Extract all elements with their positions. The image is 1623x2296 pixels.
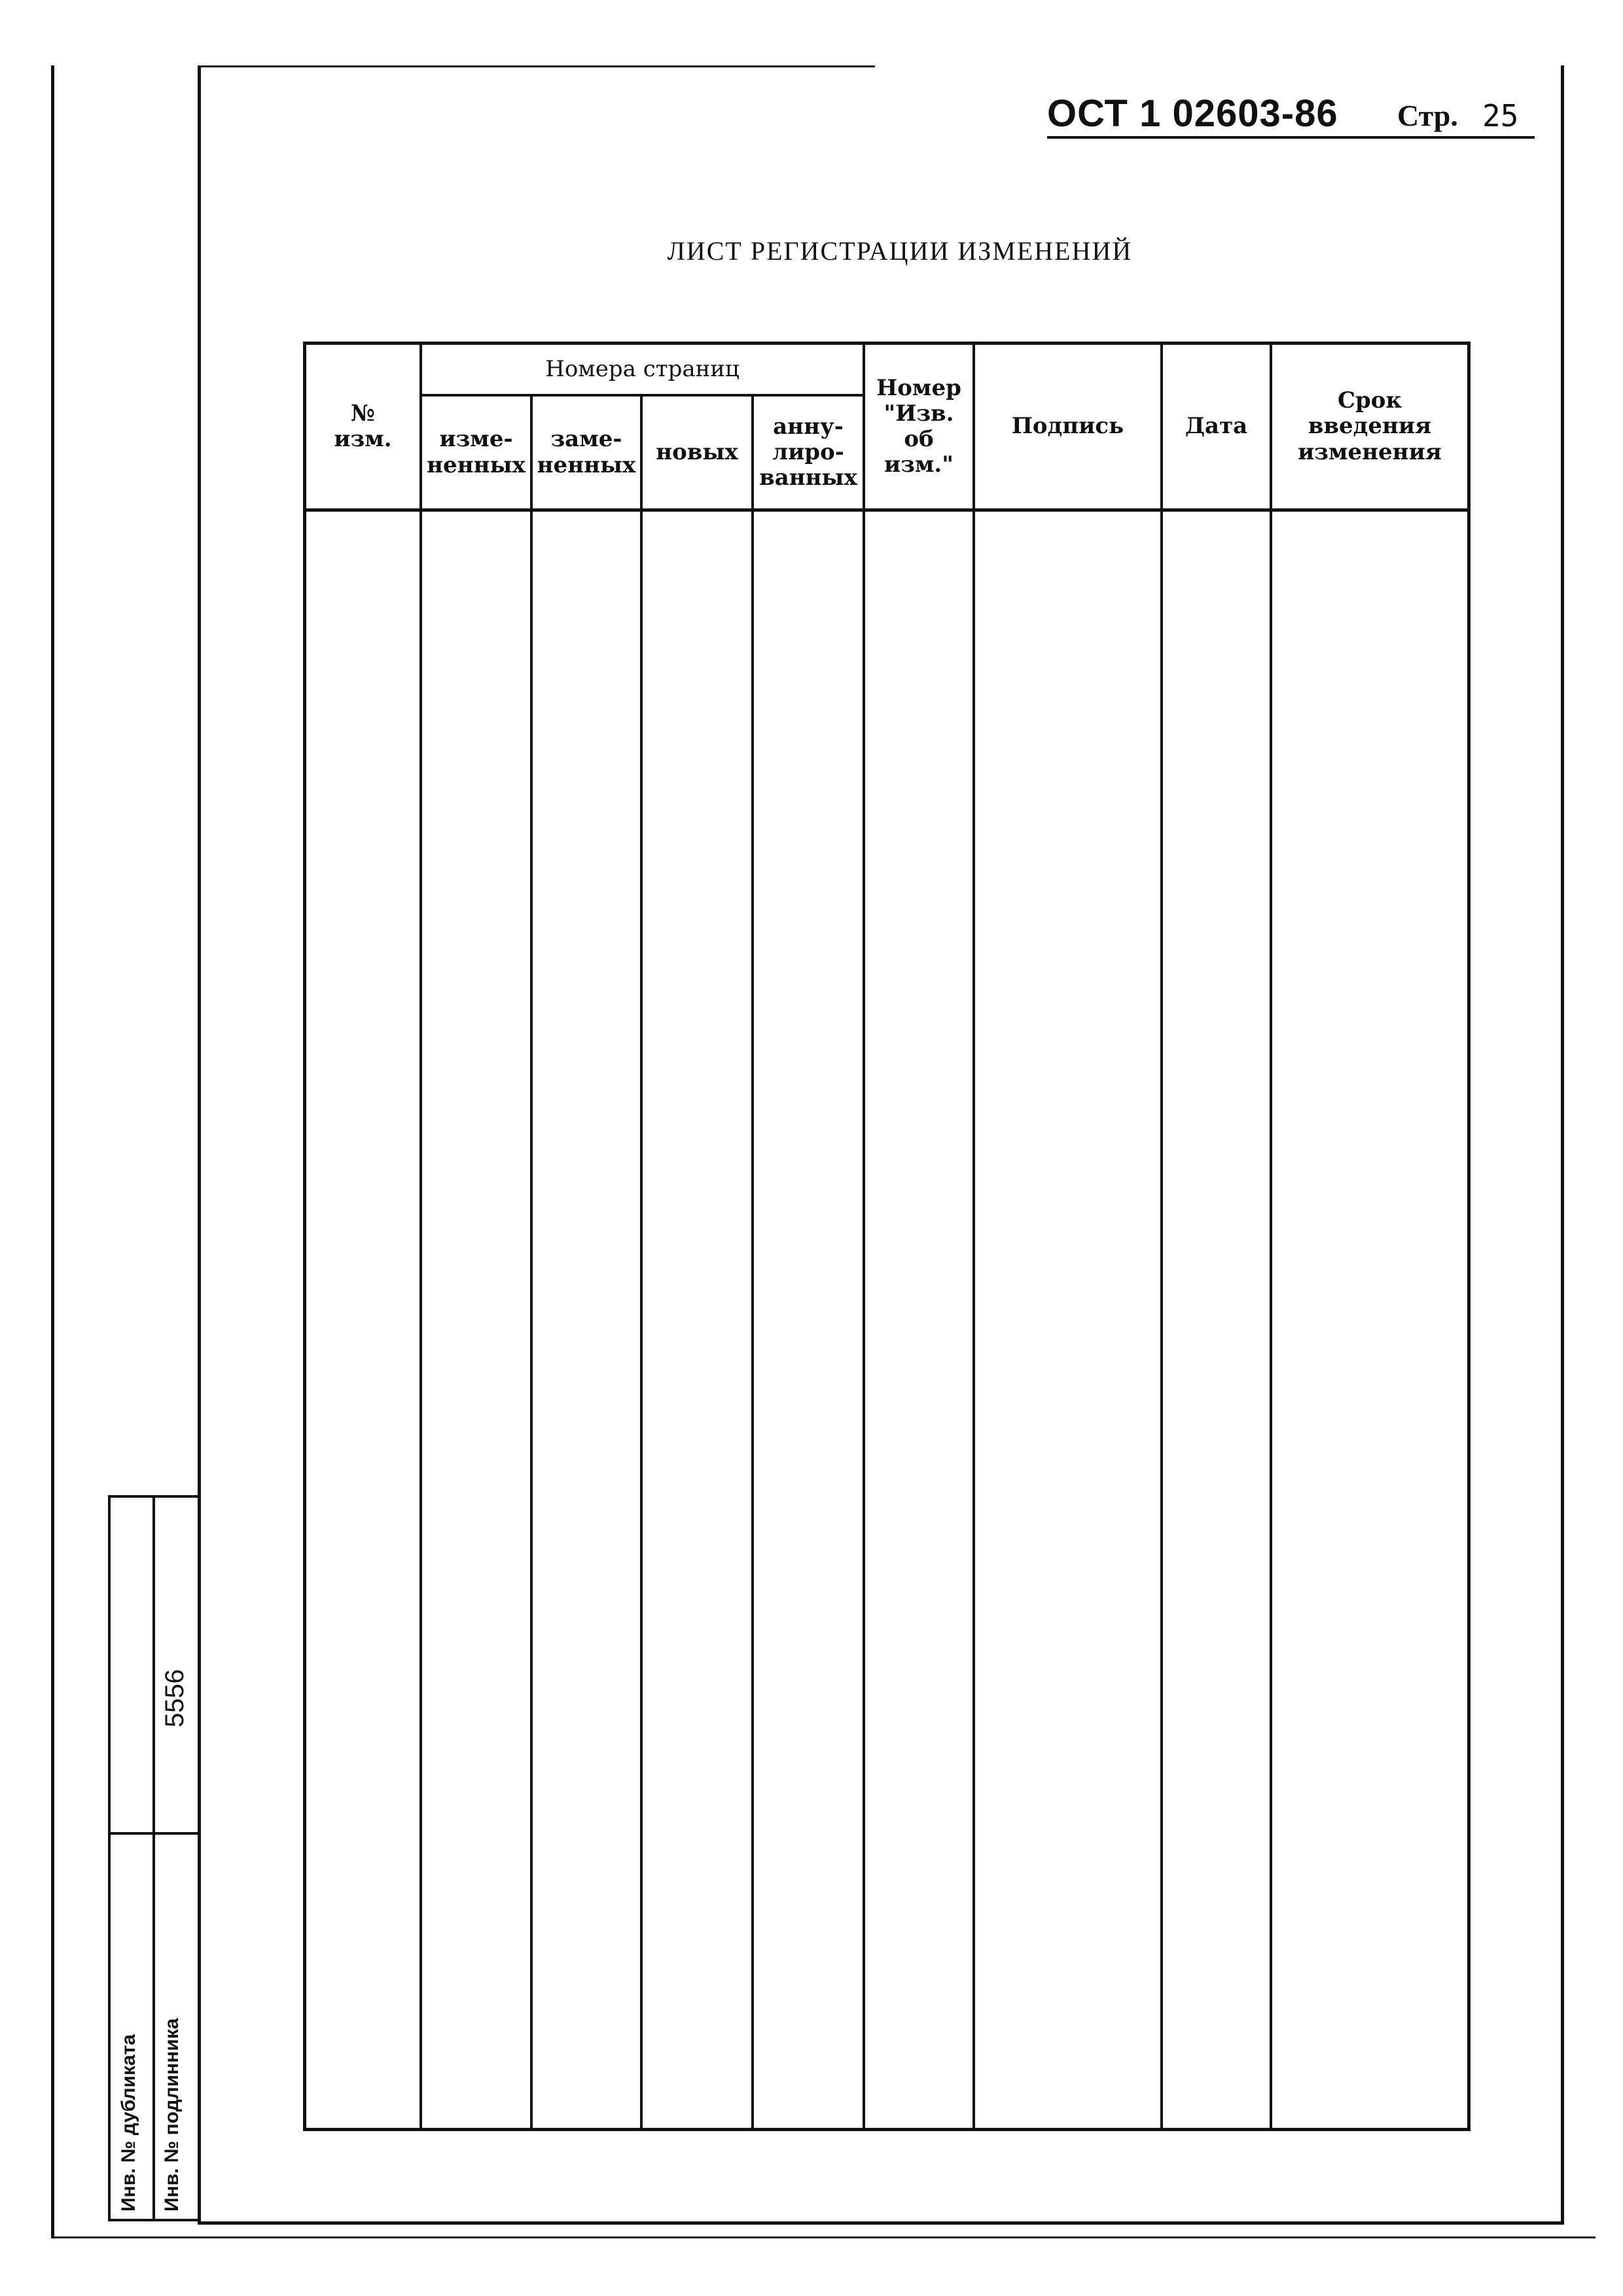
header-new-pages: новых: [656, 438, 738, 465]
col-divider: [530, 394, 533, 2128]
header-implementation-term: Срок введения изменения: [1298, 387, 1442, 465]
duplicate-inventory-label: Инв. № дубликата: [118, 2034, 139, 2212]
frame-left-inner: [198, 65, 201, 2225]
stamp-column-divider: [152, 1495, 155, 2221]
col-divider: [640, 394, 643, 2128]
frame-left-outer: [51, 65, 54, 2238]
frame-right: [1561, 65, 1564, 2225]
header-underline: [1047, 136, 1535, 139]
col-divider: [1160, 345, 1163, 2128]
header-replaced-pages: заме- ненных: [537, 426, 636, 478]
col-divider: [863, 345, 865, 2128]
col-divider: [751, 394, 754, 2128]
frame-bottom-outer: [51, 2236, 1596, 2238]
original-inventory-label: Инв. № подлинника: [161, 2018, 183, 2212]
col-divider: [419, 345, 422, 2128]
frame-bottom-inner: [198, 2221, 1564, 2225]
page-label: Стр.: [1397, 99, 1458, 132]
header-changed-pages: изме- ненных: [427, 426, 526, 478]
change-registration-table: [303, 342, 1471, 2131]
stamp-row-divider: [108, 1832, 198, 1835]
header-notice-number: Номер "Изв. об изм.": [876, 374, 961, 478]
col-divider: [1270, 345, 1272, 2128]
col-divider: [972, 345, 975, 2128]
document-code: ОСТ 1 02603-86: [1047, 92, 1338, 135]
header-cancelled-pages: анну- лиро- ванных: [759, 413, 857, 491]
page-number: 25: [1482, 98, 1519, 133]
header-date: Дата: [1185, 413, 1248, 440]
original-inventory-number: 5556: [160, 1669, 189, 1727]
header-change-no: № изм.: [334, 400, 392, 452]
header-signature: Подпись: [1011, 413, 1124, 440]
frame-top: [201, 65, 875, 67]
page-title: ЛИСТ РЕГИСТРАЦИИ ИЗМЕНЕНИЙ: [667, 236, 1133, 266]
header-bottom-line: [306, 508, 1467, 512]
header-page-numbers: Номера страниц: [545, 355, 740, 382]
